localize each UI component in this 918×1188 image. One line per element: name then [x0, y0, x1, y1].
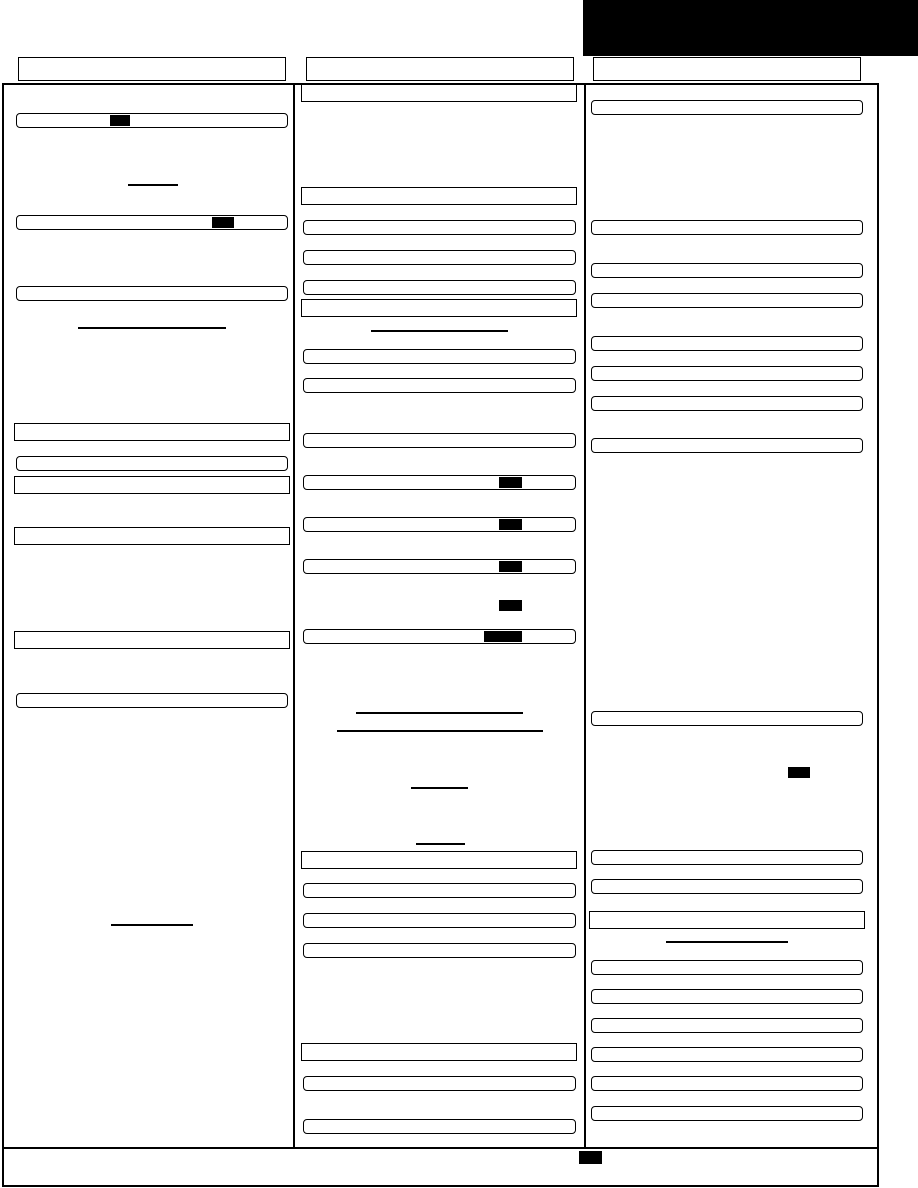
field-bar[interactable] — [303, 517, 576, 532]
field-bar[interactable] — [303, 220, 576, 235]
field-bar[interactable] — [16, 456, 288, 471]
section-box — [14, 423, 290, 441]
field-bar[interactable] — [591, 396, 863, 411]
field-marker — [788, 767, 810, 778]
field-bar[interactable] — [591, 336, 863, 351]
field-bar[interactable] — [303, 913, 576, 928]
field-marker — [484, 631, 522, 642]
section-box — [14, 476, 290, 494]
field-bar[interactable] — [16, 215, 288, 230]
underline — [78, 327, 226, 329]
footer-divider — [2, 1147, 879, 1149]
field-bar[interactable] — [303, 883, 576, 898]
field-bar[interactable] — [303, 559, 576, 574]
field-bar[interactable] — [591, 850, 863, 865]
underline — [416, 843, 465, 845]
field-marker — [499, 561, 522, 572]
field-bar[interactable] — [303, 378, 576, 393]
field-bar[interactable] — [303, 629, 576, 644]
field-bar[interactable] — [16, 113, 288, 128]
field-bar[interactable] — [16, 286, 288, 301]
field-bar[interactable] — [591, 293, 863, 308]
field-bar[interactable] — [591, 1076, 863, 1091]
underline — [111, 924, 193, 926]
section-box — [589, 911, 865, 929]
column-header-3 — [593, 57, 861, 81]
column-header-1 — [18, 57, 286, 81]
field-bar[interactable] — [591, 100, 863, 115]
field-bar[interactable] — [303, 349, 576, 364]
field-marker — [499, 600, 522, 611]
field-bar[interactable] — [591, 1018, 863, 1033]
field-bar[interactable] — [303, 250, 576, 265]
column-divider-2 — [584, 83, 586, 1148]
column-divider-1 — [293, 83, 295, 1148]
field-bar[interactable] — [303, 1119, 576, 1134]
underline — [337, 730, 543, 732]
field-marker — [212, 217, 234, 228]
section-box — [301, 851, 577, 869]
underline — [128, 184, 178, 186]
field-bar[interactable] — [303, 433, 576, 448]
field-bar[interactable] — [591, 711, 863, 726]
field-bar[interactable] — [591, 1106, 863, 1121]
underline — [411, 787, 468, 789]
underline — [666, 941, 788, 943]
field-marker — [110, 115, 130, 126]
field-bar[interactable] — [303, 1076, 576, 1091]
field-bar[interactable] — [303, 280, 576, 295]
underline — [371, 330, 508, 332]
section-box — [14, 527, 290, 545]
column-header-2 — [306, 57, 574, 81]
field-marker — [499, 477, 522, 488]
field-bar[interactable] — [591, 220, 863, 235]
field-bar[interactable] — [591, 366, 863, 381]
title-block — [583, 0, 918, 56]
footer-text — [10, 1153, 870, 1181]
field-bar[interactable] — [303, 943, 576, 958]
field-marker — [499, 519, 522, 530]
field-bar[interactable] — [16, 693, 288, 708]
field-bar[interactable] — [591, 438, 863, 453]
field-bar[interactable] — [591, 263, 863, 278]
field-bar[interactable] — [303, 475, 576, 490]
section-box — [301, 1043, 577, 1061]
section-box — [301, 187, 577, 205]
section-box — [301, 84, 577, 102]
field-bar[interactable] — [591, 989, 863, 1004]
field-bar[interactable] — [591, 1047, 863, 1062]
field-bar[interactable] — [591, 879, 863, 894]
underline — [356, 712, 523, 714]
section-box — [301, 299, 577, 317]
footer-marker — [579, 1151, 602, 1164]
section-box — [14, 631, 290, 649]
field-bar[interactable] — [591, 960, 863, 975]
